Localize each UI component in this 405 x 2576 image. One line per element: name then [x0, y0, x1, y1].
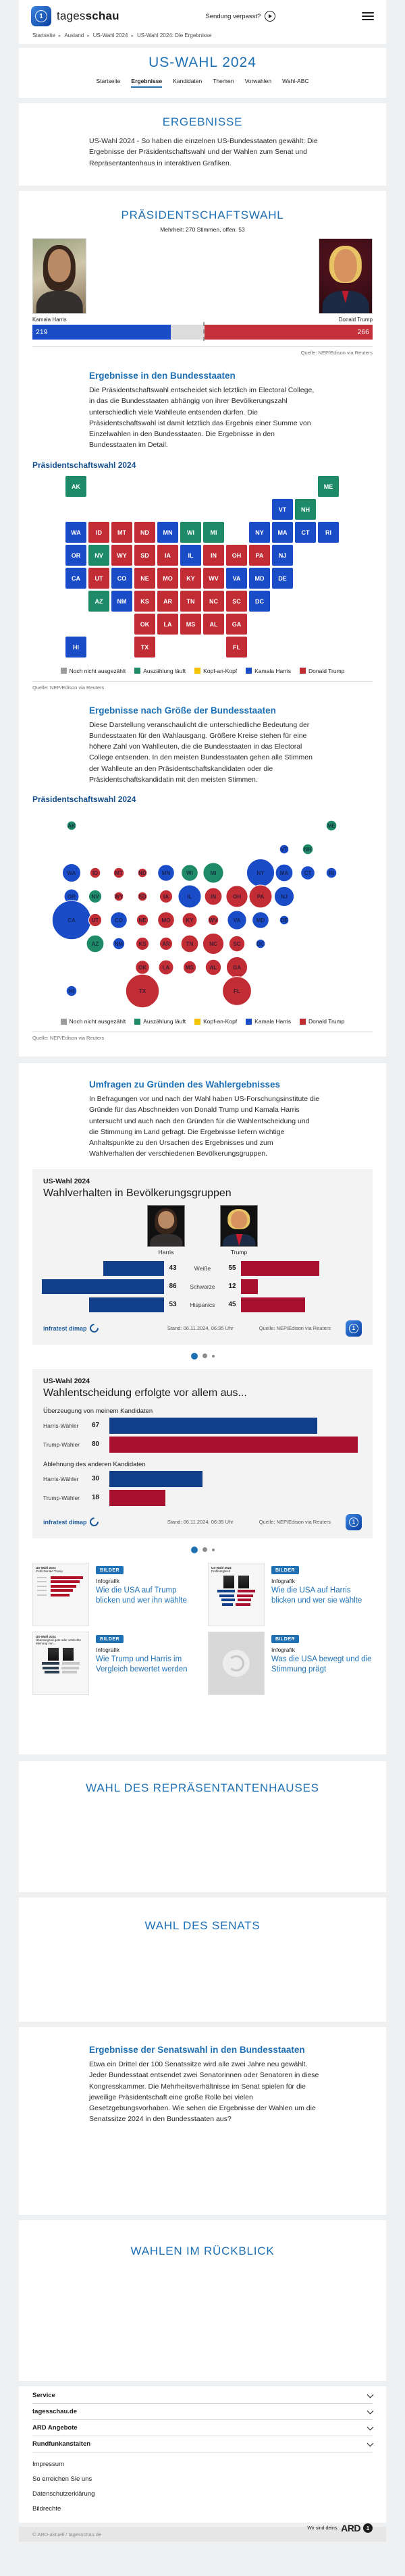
ard-tagline: Wir sind deins. [307, 2525, 339, 2531]
svg-text:NH: NH [301, 506, 310, 513]
svg-text:NE: NE [140, 574, 149, 582]
demographic-bar-rows [43, 1261, 362, 1312]
legend-item: Noch nicht ausgezählt [61, 668, 126, 674]
svg-text:TN: TN [186, 597, 195, 605]
trump-votes-segment: 266 [205, 325, 373, 340]
rueckblick-card [19, 2220, 386, 2381]
teaser-thumb-3: US-Wahl 2024 Überwiegend gute oder schlechte Meinung von... [32, 1632, 89, 1695]
svg-text:OH: OH [232, 552, 242, 559]
breadcrumb-link[interactable]: US-Wahl 2024 [92, 32, 128, 38]
svg-text:RI: RI [325, 529, 331, 536]
us-states-bubble-map[interactable] [54, 809, 351, 1013]
svg-text:CT: CT [301, 529, 310, 536]
svg-text:HI: HI [73, 643, 79, 651]
bilder-badge: BILDER [96, 1566, 124, 1574]
svg-text:WV: WV [209, 917, 218, 924]
infratest-arc-icon [88, 1322, 100, 1334]
ergebnisse-heading: ERGEBNISSE [162, 115, 243, 128]
geo-map-svg [65, 475, 340, 659]
breadcrumb-link[interactable]: Startseite [32, 32, 55, 38]
harris-col-label: Harris [158, 1248, 174, 1256]
infografik-teasers [32, 1563, 373, 1695]
svg-text:CA: CA [68, 917, 76, 924]
umfragen-card [19, 1063, 386, 1754]
svg-text:NJ: NJ [280, 894, 288, 901]
senatswahl-heading: Ergebnisse der Senatswahl in den Bundesstaaten [89, 2045, 305, 2055]
bubble-chart-label: Präsidentschaftswahl 2024 [32, 795, 136, 805]
svg-text:NV: NV [94, 552, 103, 559]
svg-text:MT: MT [115, 870, 123, 877]
svg-text:TX: TX [140, 643, 149, 651]
tab-startseite[interactable]: Startseite [96, 78, 121, 84]
legend-item: Auszählung läuft [134, 1018, 186, 1025]
carousel2-dot-3[interactable] [212, 1549, 215, 1551]
praesidentschaftswahl-heading: PRÄSIDENTSCHAFTSWAHL [121, 209, 284, 221]
svg-text:ND: ND [140, 529, 149, 536]
svg-text:MT: MT [117, 529, 126, 536]
svg-text:KS: KS [140, 597, 149, 605]
svg-text:WY: WY [117, 552, 127, 559]
svg-text:AR: AR [163, 597, 172, 605]
svg-text:FL: FL [234, 988, 240, 995]
footer-link-datenschutzerklärung[interactable]: Datenschutzerklärung [32, 2490, 95, 2498]
svg-text:SD: SD [140, 552, 149, 559]
svg-text:NE: NE [138, 917, 146, 924]
svg-text:CO: CO [115, 917, 123, 924]
decision-group: Überzeugung von meinem Kandidaten Harris-Wähler 67 Trump-Wähler 80 [43, 1407, 362, 1453]
mini-bar-chart [36, 1576, 86, 1596]
svg-text:PA: PA [256, 894, 265, 901]
svg-text:WI: WI [187, 529, 194, 536]
bilder-badge: BILDER [271, 1635, 299, 1643]
svg-text:ID: ID [92, 870, 98, 877]
tab-wahl-abc[interactable]: Wahl-ABC [282, 78, 309, 84]
svg-text:DE: DE [280, 917, 288, 924]
legend-item: Noch nicht ausgezählt [61, 1018, 126, 1025]
svg-text:KY: KY [186, 574, 195, 582]
breadcrumb-separator: ▸ [58, 33, 61, 38]
svg-text:PA: PA [255, 552, 264, 559]
map-source-note: Quelle: NEP/Edison via Reuters [32, 684, 105, 691]
svg-text:IL: IL [187, 894, 192, 901]
legend-item: Kopf-an-Kopf [194, 668, 237, 674]
senat-card [19, 1898, 386, 2022]
svg-text:CT: CT [304, 870, 312, 877]
chart1-source: Quelle: NEP/Edison via Reuters [259, 1325, 331, 1332]
svg-text:IN: IN [211, 894, 216, 901]
hub-tabs [19, 78, 386, 88]
svg-text:MD: MD [256, 917, 265, 924]
size-section-heading: Ergebnisse nach Größe der Bundesstaaten [89, 705, 276, 716]
svg-text:IL: IL [188, 552, 194, 559]
svg-text:ME: ME [323, 483, 333, 490]
svg-text:KS: KS [138, 941, 146, 948]
tagesschau-wordmark: tagesschau [57, 9, 119, 22]
legend-item: Donald Trump [300, 668, 344, 674]
svg-text:NH: NH [304, 847, 312, 853]
majority-threshold-line [203, 322, 205, 341]
copyright-text: © ARD-aktuell / tagesschau.de [32, 2531, 102, 2538]
tagesschau-chart-icon-2 [346, 1514, 362, 1530]
chevron-down-icon [367, 2407, 374, 2414]
carousel2-dot-2[interactable] [202, 1547, 207, 1552]
breadcrumb-link[interactable]: US-Wahl 2024: Die Ergebnisse [137, 32, 212, 38]
donald-trump-photo [319, 238, 373, 314]
svg-text:LA: LA [163, 620, 172, 628]
breadcrumb-separator: ▸ [87, 33, 90, 38]
svg-text:MS: MS [186, 620, 196, 628]
decision-row: Trump-Wähler 18 [43, 1490, 362, 1506]
svg-text:NC: NC [209, 941, 217, 948]
svg-text:MI: MI [210, 529, 217, 536]
svg-text:WA: WA [67, 870, 76, 877]
footer-accordion-rundfunkanstalten[interactable]: Rundfunkanstalten [32, 2436, 373, 2452]
size-section-text: Diese Darstellung veranschaulicht die unterschiedliche Bedeutung der Bundesstaaten für den Wahlausgang. Größere Kreise stehen für eine höhere Zahl von Wahlleuten, die die Bundesstaaten in das Electoral College entsenden. In den meisten Bundesstaaten gehen alle Stimmen der Wahlleute an den Präsidentschaftskandidaten oder die Präsidentschaftskandidatin mit den meisten Stimmen. [89, 720, 313, 784]
tab-kandidaten[interactable]: Kandidaten [173, 78, 202, 84]
svg-text:OK: OK [140, 620, 150, 628]
candidates-hero [32, 238, 373, 314]
svg-text:VT: VT [278, 506, 287, 513]
legend-item: Auszählung läuft [134, 668, 186, 674]
footer-accordion-ard-angebote[interactable]: ARD Angebote [32, 2420, 373, 2436]
chart2-kicker: US-Wahl 2024 [43, 1376, 90, 1385]
bubble-legend [19, 1018, 386, 1025]
svg-text:NY: NY [256, 870, 265, 877]
svg-text:OH: OH [233, 894, 241, 901]
svg-text:DC: DC [256, 941, 265, 948]
carousel2-dot-1[interactable] [191, 1547, 198, 1553]
breadcrumb-link[interactable]: Ausland [64, 32, 84, 38]
svg-text:MA: MA [277, 529, 288, 536]
svg-text:DC: DC [255, 597, 264, 605]
majority-note: Mehrheit: 270 Stimmen, offen: 53 [160, 226, 245, 233]
teaser-thumb-1: US-Wahl 2024 Profil Donald Trump [32, 1563, 89, 1626]
carousel-dot-2[interactable] [202, 1353, 207, 1358]
site-header [19, 0, 386, 32]
svg-text:RI: RI [329, 870, 334, 877]
svg-text:CO: CO [117, 574, 127, 582]
ergebnisse-card [19, 103, 386, 186]
svg-text:MO: MO [161, 917, 171, 924]
header-card [19, 0, 386, 44]
states-section-heading: Ergebnisse in den Bundesstaaten [89, 371, 236, 381]
carousel-dot-1[interactable] [191, 1353, 198, 1360]
svg-text:ID: ID [96, 529, 102, 536]
svg-text:DE: DE [278, 574, 287, 582]
svg-text:SD: SD [138, 894, 146, 901]
bilder-badge: BILDER [96, 1635, 124, 1643]
tagesschau-app-icon [31, 6, 51, 26]
carousel-dots-2 [19, 1547, 386, 1553]
svg-text:NJ: NJ [278, 552, 287, 559]
chevron-down-icon [367, 2440, 374, 2446]
site-footer [19, 2386, 386, 2533]
svg-text:MD: MD [254, 574, 265, 582]
svg-text:MI: MI [210, 870, 217, 877]
chart1-title: Wahlverhalten in Bevölkerungsgruppen [43, 1187, 232, 1199]
footer-accordion-tagesschau-de[interactable]: tagesschau.de [32, 2404, 373, 2420]
umfragen-heading: Umfragen zu Gründen des Wahlergebnisses [89, 1079, 281, 1090]
svg-text:MA: MA [279, 870, 289, 877]
carousel-dots [19, 1353, 386, 1360]
praesidentschaftswahl-card [19, 191, 386, 1056]
ergebnisse-text: US-Wahl 2024 - So haben die einzelnen US-Bundesstaaten gewählt: Die Ergebnisse der Präsidentschaftswahl und der Wahlen zum Senat und Repräsentantenhaus in interaktiven Grafiken. [89, 137, 318, 167]
svg-text:IN: IN [211, 552, 217, 559]
teaser-trump-profil[interactable]: US-Wahl 2024 Profil Donald Trump BILDER Infografik Wie die USA auf Trump blicken und wer ihn wählte [32, 1563, 197, 1626]
us-states-map[interactable] [65, 475, 340, 662]
tab-ergebnisse[interactable]: Ergebnisse [131, 78, 162, 88]
svg-text:SC: SC [233, 941, 241, 948]
globe-placeholder-icon [223, 1650, 250, 1677]
svg-text:VA: VA [232, 574, 241, 582]
svg-text:UT: UT [94, 574, 103, 582]
sendung-verpasst-label: Sendung verpasst? [205, 12, 261, 20]
tagesschau-logo[interactable] [31, 6, 119, 26]
bubble-map-svg [54, 809, 351, 1009]
electoral-vote-bar [32, 325, 373, 340]
wahlentscheidung-chart-card [32, 1369, 373, 1538]
chart1-stand: Stand: 06.11.2024, 06:35 Uhr [167, 1325, 234, 1332]
svg-text:WI: WI [186, 870, 193, 877]
infratest-dimap-logo-2: infratest dimap [43, 1518, 99, 1526]
chart1-kicker: US-Wahl 2024 [43, 1177, 90, 1185]
demographic-row-hispanics: 53 Hispanics 45 [43, 1297, 362, 1312]
sendung-verpasst-button[interactable] [205, 11, 275, 22]
carousel-dot-3[interactable] [212, 1355, 215, 1358]
svg-text:KY: KY [186, 917, 194, 924]
svg-text:OK: OK [138, 965, 146, 971]
chart2-source: Quelle: NEP/Edison via Reuters [259, 1519, 331, 1526]
svg-text:VA: VA [233, 917, 241, 924]
svg-text:AL: AL [209, 965, 217, 971]
footer-link-so-erreichen-sie-uns[interactable]: So erreichen Sie uns [32, 2475, 92, 2483]
svg-text:AL: AL [209, 620, 218, 628]
teaser-thumb-2: US-Wahl 2024 Profilvergleich [208, 1563, 265, 1626]
svg-text:NC: NC [209, 597, 218, 605]
breadcrumb [19, 32, 386, 44]
svg-text:AZ: AZ [91, 941, 99, 948]
tab-vorwahlen[interactable]: Vorwahlen [244, 78, 272, 84]
footer-accordions [32, 2388, 373, 2452]
svg-text:SC: SC [232, 597, 241, 605]
ard-brand[interactable] [32, 2523, 373, 2533]
harris-name-label: Kamala Harris [32, 317, 67, 323]
svg-text:AK: AK [72, 483, 80, 490]
senatswahl-ergebnisse-card [19, 2027, 386, 2215]
svg-text:NY: NY [255, 529, 264, 536]
svg-text:AZ: AZ [94, 597, 103, 605]
svg-text:AR: AR [162, 941, 170, 948]
bubble-source-note: Quelle: NEP/Edison via Reuters [32, 1035, 105, 1042]
harris-votes-segment: 219 [32, 325, 171, 340]
legend-item: Kopf-an-Kopf [194, 1018, 237, 1025]
teaser-thumb-4 [208, 1632, 265, 1695]
svg-text:NV: NV [91, 894, 99, 901]
svg-text:UT: UT [91, 917, 99, 924]
infratest-dimap-logo: infratest dimap [43, 1324, 99, 1333]
svg-text:NM: NM [117, 597, 127, 605]
decision-row: Harris-Wähler 30 [43, 1471, 362, 1487]
footer-link-impressum[interactable]: Impressum [32, 2460, 64, 2468]
svg-text:FL: FL [233, 643, 240, 651]
ard-wordmark: ARD [341, 2523, 360, 2533]
svg-text:NM: NM [114, 941, 124, 948]
decision-bar-groups [43, 1407, 362, 1506]
svg-text:VT: VT [280, 847, 288, 853]
svg-text:LA: LA [162, 965, 170, 971]
svg-text:MN: MN [161, 870, 171, 877]
demographic-row-weiße: 43 Weiße 55 [43, 1261, 362, 1276]
svg-text:AK: AK [68, 823, 76, 830]
infratest-arc-icon-2 [88, 1515, 100, 1528]
kamala-harris-photo [32, 238, 86, 314]
svg-text:CA: CA [72, 574, 80, 582]
chart2-title: Wahlentscheidung erfolgte vor allem aus... [43, 1387, 247, 1399]
trump-thumb-photo [220, 1205, 258, 1247]
umfragen-text: In Befragungen vor und nach der Wahl haben US-Forschungsinstitute die Gründe für das Abschneiden von Donald Trump und Kamala Harris untersucht und auch nach den Gründen für die Wahlentscheidung und die Stimmung im Land gefragt. Die Ergebnisse liefern wichtige Anhaltspunkte zu den Ursachen des Ergebnisses und zum Wahlverhalten der verschiedenen Bevölkerungsgruppen. [89, 1095, 320, 1158]
decision-row: Trump-Wähler 80 [43, 1437, 362, 1453]
svg-text:OR: OR [71, 552, 81, 559]
footer-accordion-service[interactable]: Service [32, 2388, 373, 2404]
legend-item: Kamala Harris [246, 668, 291, 674]
bilder-badge: BILDER [271, 1566, 299, 1574]
mini-photos [36, 1648, 86, 1661]
map-legend [19, 668, 386, 674]
trump-col-label: Trump [230, 1248, 248, 1256]
senatswahl-text: Etwa ein Drittel der 100 Senatssitze wird alle zwei Jahre neu gewählt. Jeder Bundesstaat entsendet zwei Senatorinnen oder Senatoren in diese Kongresskammer. Die Mehrheitsverhältnisse im Senat spielen für die jeweilige Präsidentschaft eine große Rolle bei vielen Gesetzgebungsvorhaben. Wie sehen die Ergebnisse der Wahlen um die Senatssitze 2024 in den Bundesstaaten aus? [89, 2060, 319, 2124]
source-note: Quelle: NEP/Edison via Reuters [300, 350, 373, 356]
play-icon [265, 11, 275, 22]
legend-item: Kamala Harris [246, 1018, 291, 1025]
svg-text:IA: IA [163, 894, 169, 901]
teaser-stimmung[interactable]: BILDER Infografik Was die USA bewegt und die Stimmung prägt [208, 1632, 373, 1695]
repraesentantenhaus-heading: WAHL DES REPRÄSENTANTENHAUSES [86, 1781, 319, 1794]
harris-thumb-photo [147, 1205, 185, 1247]
chevron-down-icon [367, 2391, 374, 2398]
svg-text:WA: WA [71, 529, 81, 536]
svg-text:ME: ME [327, 823, 335, 830]
repraesentantenhaus-card [19, 1761, 386, 1892]
wahlverhalten-chart-card [32, 1169, 373, 1345]
mini-photos [211, 1576, 261, 1588]
senat-heading: WAHL DES SENATS [144, 1919, 261, 1932]
open-votes-segment [171, 325, 205, 340]
svg-text:MN: MN [163, 529, 173, 536]
decision-row: Harris-Wähler 67 [43, 1418, 362, 1434]
svg-text:GA: GA [233, 965, 241, 971]
teaser-harris-profil[interactable]: US-Wahl 2024 Profilvergleich BILDER Infografik Wie die USA auf Harris blicken und wer sie wählte [208, 1563, 373, 1626]
svg-text:TX: TX [138, 988, 146, 995]
breadcrumb-separator: ▸ [131, 33, 134, 38]
chart2-stand: Stand: 06.11.2024, 06:35 Uhr [167, 1519, 234, 1526]
legend-item: Donald Trump [300, 1018, 344, 1025]
trump-name-label: Donald Trump [338, 317, 373, 323]
ard-logo-icon: 1 [363, 2523, 373, 2533]
chevron-down-icon [367, 2423, 374, 2430]
svg-text:WV: WV [209, 574, 219, 582]
states-section-text: Die Präsidentschaftswahl entscheidet sich letztlich im Electoral College, in das die Bundesstaaten abhängig von ihrer Bevölkerungszahl unterschiedlich viele Wahlleute entsenden dürfen. Die Präsidentschaftswahl ist damit letztlich das Ergebnis einer Summe von Einzelwahlen in den Bundesstaaten. Die Ergebnisse in den Bundesstaaten im Detail. [89, 386, 315, 450]
svg-text:ND: ND [138, 870, 146, 877]
svg-text:OR: OR [68, 894, 76, 901]
footer-links [32, 2457, 373, 2516]
map-chart-label: Präsidentschaftswahl 2024 [32, 460, 136, 470]
svg-text:WY: WY [114, 894, 124, 901]
footer-link-bildrechte[interactable]: Bildrechte [32, 2504, 61, 2513]
decision-group: Ablehnung des anderen Kandidaten Harris-Wähler 30 Trump-Wähler 18 [43, 1461, 362, 1506]
svg-text:MO: MO [163, 574, 173, 582]
demographic-row-schwarze: 86 Schwarze 12 [43, 1279, 362, 1294]
hub-card [19, 48, 386, 98]
teaser-vergleich[interactable]: US-Wahl 2024 Überwiegend gute oder schlechte Meinung von... BILDER Infografik Wie Trump und Harris im Vergleich bewertet werden [32, 1632, 197, 1695]
menu-icon[interactable] [362, 12, 374, 20]
svg-text:TN: TN [186, 941, 194, 948]
tagesschau-chart-icon [346, 1320, 362, 1337]
tab-themen[interactable]: Themen [213, 78, 234, 84]
page-title: US-WAHL 2024 [148, 55, 256, 70]
svg-text:GA: GA [232, 620, 242, 628]
svg-text:MS: MS [186, 965, 194, 971]
rueckblick-heading: WAHLEN IM RÜCKBLICK [130, 2245, 275, 2257]
svg-text:HI: HI [69, 988, 74, 995]
svg-text:IA: IA [165, 552, 171, 559]
